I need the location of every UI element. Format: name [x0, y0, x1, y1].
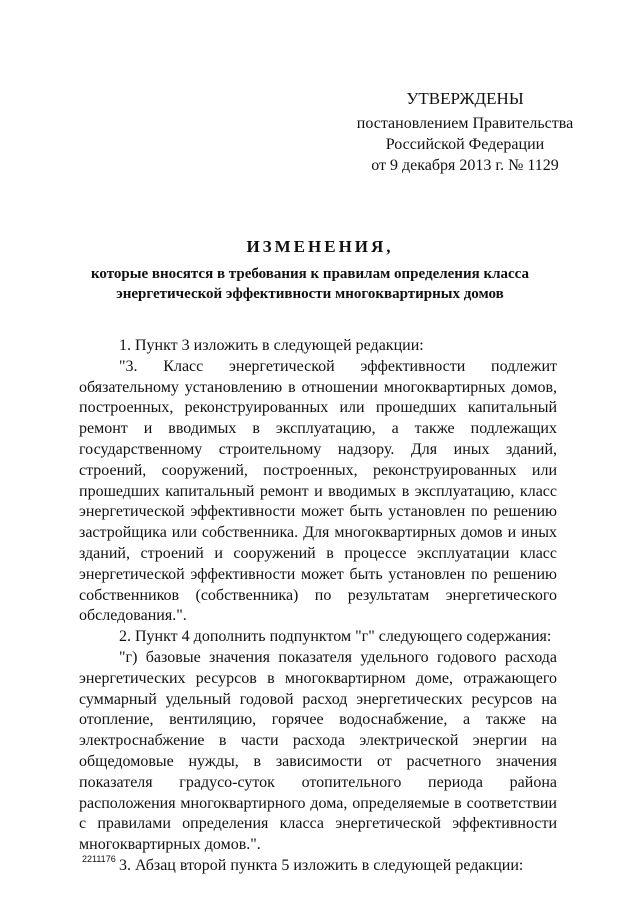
footer-code: 2211176 — [82, 854, 116, 864]
paragraph: "г) базовые значения показателя удельного годового расхода энергетических ресурсов в многоквартирном доме, отражающего суммарный удельный годовой расход энергетических ресурсов на отопление, вентиляцию, горячее водоснабжение, а также на электроснабжение в части расхода электрической энергии на общедомовые нужды, в зависимости от расчетного значения показателя градусо-суток отопительного периода района расположения многоквартирного дома, определяемые в соответствии с правилами определения класса энергетической эффективности многоквартирных домов.". — [79, 648, 557, 854]
approval-block — [340, 88, 590, 176]
document-title: ИЗМЕНЕНИЯ, — [246, 237, 394, 256]
document-subtitle — [60, 264, 560, 304]
subtitle-line: которые вносятся в требования к правилам определения класса — [90, 266, 530, 282]
approval-line: Российской Федерации — [385, 136, 545, 153]
approval-line: постановлением Правительства — [356, 115, 574, 132]
approval-line: от 9 декабря 2013 г. № 1129 — [371, 157, 559, 174]
document-body — [79, 336, 557, 877]
subtitle-line: энергетической эффективности многоквартирных домов — [116, 286, 504, 302]
paragraph: 3. Абзац второй пункта 5 изложить в следующей редакции: — [119, 856, 524, 874]
approval-heading: УТВЕРЖДЕНЫ — [406, 89, 524, 108]
paragraph: "3. Класс энергетической эффективности подлежит обязательному установлению в отношении многоквартирных домов, построенных, реконструированных или прошедших капитальный ремонт и вводимых в эксплуатацию, а также подлежащих государственному строительному надзору. Для иных зданий, строений, сооружений, построенных, реконструированных или прошедших капитальный ремонт и вводимых в эксплуатацию, класс энергетической эффективности может быть установлен по решению застройщика или собственника. Для многоквартирных домов и иных зданий, строений и сооружений в процессе эксплуатации класс энергетической эффективности может быть установлен по решению собственников (собственника) по результатам энергетического обследования.". — [79, 357, 557, 625]
paragraph: 1. Пункт 3 изложить в следующей редакции: — [119, 337, 424, 354]
paragraph: 2. Пункт 4 дополнить подпунктом "г" следующего содержания: — [119, 628, 552, 646]
